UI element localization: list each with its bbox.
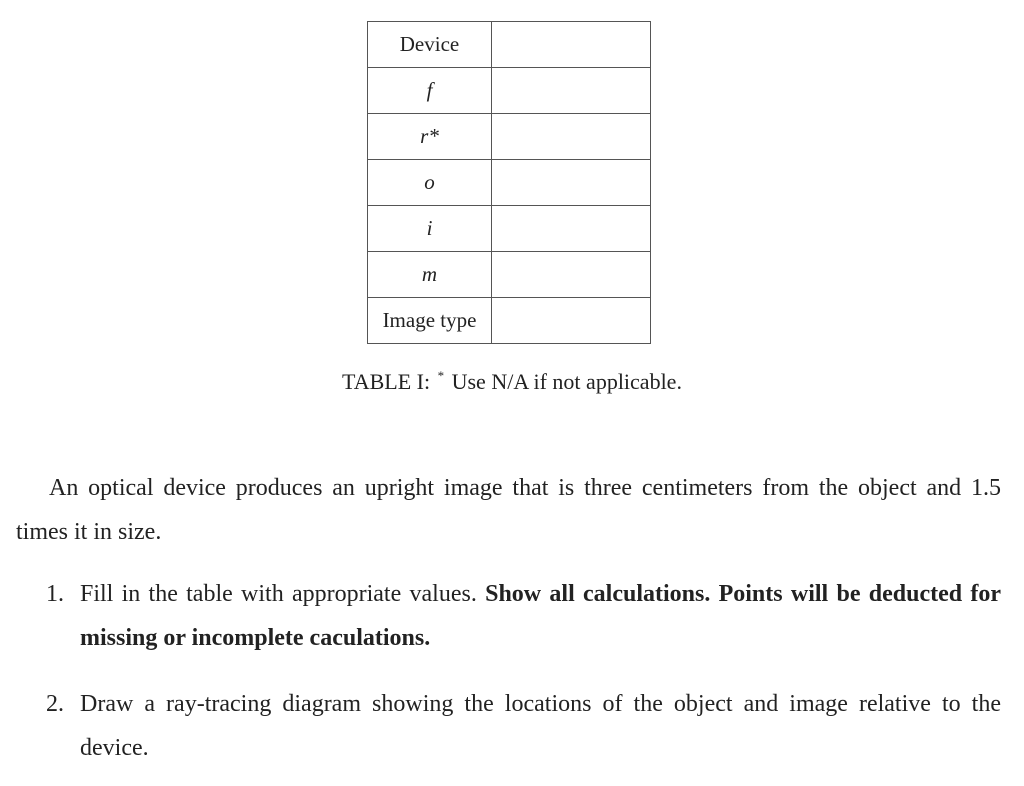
- item-text: Fill in the table with appropriate values.: [80, 581, 477, 607]
- row-value-focal-length[interactable]: [492, 68, 651, 114]
- table-row: [368, 298, 651, 344]
- caption-prefix: TABLE I:: [342, 369, 431, 394]
- row-value-image-type[interactable]: [492, 298, 651, 344]
- table-row: [368, 252, 651, 298]
- item-number: 1.: [46, 581, 64, 607]
- row-label-image-distance: i: [368, 206, 492, 252]
- list-item: [16, 572, 1001, 660]
- row-label-object-distance: o: [368, 160, 492, 206]
- row-value-magnification[interactable]: [492, 252, 651, 298]
- device-table: [367, 21, 651, 344]
- item-number: 2.: [46, 691, 64, 717]
- item-bold-text: Show all calculations. Points will be deducted for missing or incomplete caculations.: [80, 581, 1001, 651]
- row-label-radius: r*: [368, 114, 492, 160]
- table-row: [368, 114, 651, 160]
- list-item: [16, 682, 1001, 770]
- row-value-radius[interactable]: [492, 114, 651, 160]
- table-row: [368, 206, 651, 252]
- row-label-image-type: Image type: [368, 298, 492, 344]
- table-caption: [0, 368, 1024, 395]
- caption-marker: *: [437, 368, 445, 383]
- row-value-device[interactable]: [492, 22, 651, 68]
- table-row: [368, 68, 651, 114]
- row-label-focal-length: f: [368, 68, 492, 114]
- row-value-image-distance[interactable]: [492, 206, 651, 252]
- item-body: [80, 572, 1001, 660]
- item-body: Draw a ray-tracing diagram showing the locations of the object and image relative to the device.: [80, 691, 1001, 761]
- caption-text: Use N/A if not applicable.: [451, 369, 682, 394]
- row-value-object-distance[interactable]: [492, 160, 651, 206]
- table-row: [368, 160, 651, 206]
- table-row: [368, 22, 651, 68]
- problem-statement: An optical device produces an upright image that is three centimeters from the object and 1.5 times it in size.: [16, 475, 1001, 545]
- row-label-device: Device: [368, 22, 492, 68]
- device-table-container: [367, 21, 651, 344]
- row-label-magnification: m: [368, 252, 492, 298]
